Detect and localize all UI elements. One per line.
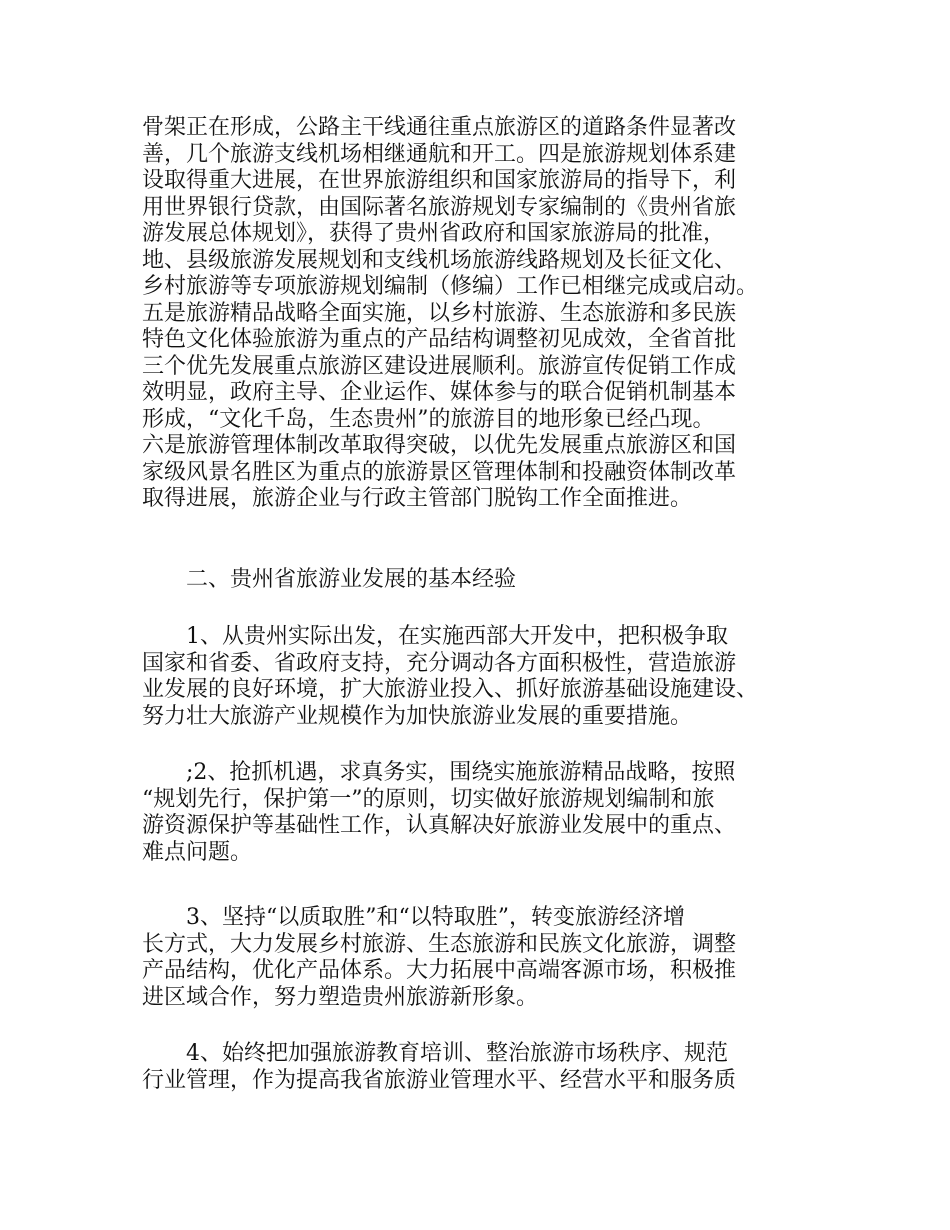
- text-line: 效明显，政府主导、企业运作、媒体参与的联合促销机制基本: [142, 380, 737, 405]
- text-line: “规划先行，保护第一”的原则，切实做好旅游规划编制和旅: [142, 786, 715, 812]
- text-line: 地、县级旅游发展规划和支线机场旅游线路规划及长征文化、: [142, 247, 737, 273]
- body-paragraph-3: [142, 760, 736, 866]
- text-line: 五是旅游精品战略全面实施，以乡村旅游、生态旅游和多民族: [142, 300, 737, 326]
- text-line: 三个优先发展重点旅游区建设进展顺利。旅游宣传促销工作成: [142, 353, 737, 379]
- text-line: 努力壮大旅游产业规模作为加快旅游业发展的重要措施。: [142, 703, 693, 729]
- text-line: 善，几个旅游支线机场相继通航和开工。四是旅游规划体系建: [142, 141, 737, 167]
- body-paragraph-2: [142, 624, 758, 730]
- section-heading: [142, 567, 516, 594]
- text-line: 游发展总体规划》，获得了贵州省政府和国家旅游局的批准，: [142, 221, 726, 246]
- text-line: 难点问题。: [142, 839, 253, 865]
- text-line: 业发展的良好环境，扩大旅游业投入、抓好旅游基础设施建设、: [142, 677, 759, 702]
- text-line: 长方式，大力发展乡村旅游、生态旅游和民族文化旅游，调整: [142, 931, 737, 957]
- text-line: 国家和省委、省政府支持，充分调动各方面积极性，营造旅游: [142, 650, 737, 676]
- text-line: 形成，“文化千岛，生态贵州”的旅游目的地形象已经凸现。: [142, 406, 715, 432]
- body-paragraph-1: [142, 115, 758, 513]
- text-line: 六是旅游管理体制改革取得突破，以优先发展重点旅游区和国: [142, 433, 737, 458]
- body-paragraph-4: [142, 905, 736, 1011]
- text-line: 进区域合作，努力塑造贵州旅游新形象。: [142, 984, 539, 1010]
- text-line: 行业管理，作为提高我省旅游业管理水平、经营水平和服务质: [142, 1067, 737, 1093]
- heading-line: 二、贵州省旅游业发展的基本经验: [142, 567, 517, 592]
- text-line: 产品结构，优化产品体系。大力拓展中高端客源市场，积极推: [142, 958, 737, 983]
- text-line: 乡村旅游等专项旅游规划编制（修编）工作已相继完成或启动。: [142, 274, 759, 299]
- text-line: ;2、抢抓机遇，求真务实，围绕实施旅游精品战略，按照: [142, 760, 736, 785]
- body-paragraph-5: [142, 1041, 736, 1094]
- text-line: 设取得重大进展，在世界旅游组织和国家旅游局的指导下，利: [142, 168, 737, 193]
- text-line: 用世界银行贷款，由国际著名旅游规划专家编制的《贵州省旅: [142, 194, 737, 220]
- text-line: 3、坚持“以质取胜”和“以特取胜”，转变旅游经济增: [142, 905, 685, 930]
- text-line: 取得进展，旅游企业与行政主管部门脱钩工作全面推进。: [142, 486, 693, 511]
- text-line: 家级风景名胜区为重点的旅游景区管理体制和投融资体制改革: [142, 459, 737, 485]
- text-line: 4、始终把加强旅游教育培训、整治旅游市场秩序、规范: [142, 1041, 728, 1066]
- text-line: 骨架正在形成，公路主干线通往重点旅游区的道路条件显著改: [142, 115, 737, 140]
- text-line: 1、从贵州实际出发，在实施西部大开发中，把积极争取: [142, 624, 728, 649]
- text-line: 特色文化体验旅游为重点的产品结构调整初见成效，全省首批: [142, 327, 737, 352]
- text-line: 游资源保护等基础性工作，认真解决好旅游业发展中的重点、: [142, 813, 737, 838]
